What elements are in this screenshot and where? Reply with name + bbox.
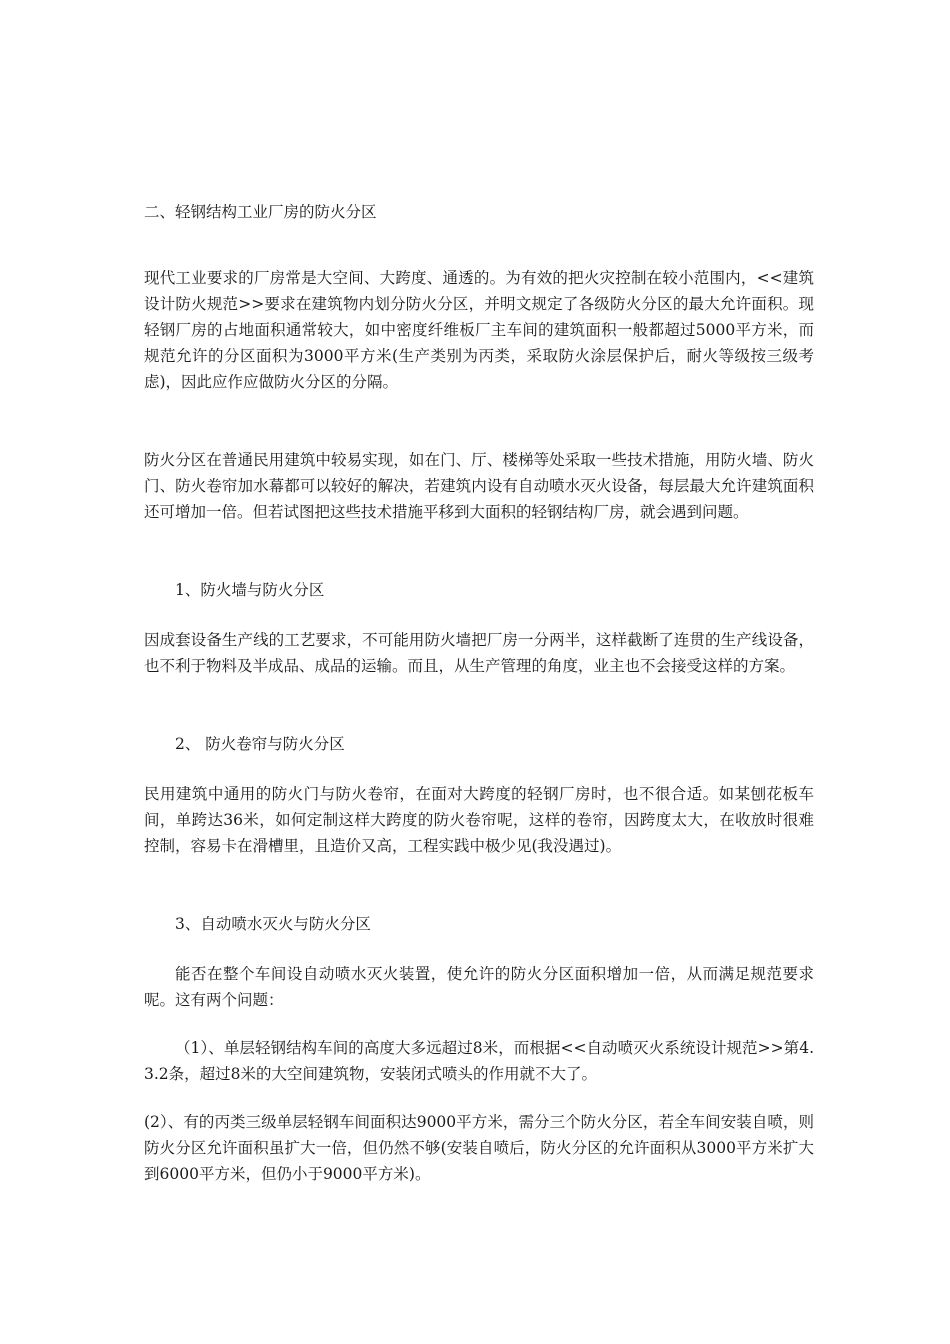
- subheading-firewall: 1、防火墙与防火分区: [175, 581, 325, 599]
- subheading-sprinkler: 3、自动喷水灭火与防火分区: [175, 915, 371, 933]
- paragraph-firewall: 因成套设备生产线的工艺要求，不可能用防火墙把厂房一分两半，这样截断了连贯的生产线设备，也不利于物料及半成品、成品的运输。而且，从生产管理的角度，业主也不会接受这样的方案。: [144, 631, 814, 675]
- paragraph-problem-2: (2）、有的丙类三级单层轻钢车间面积达9000平方米，需分三个防火分区，若全车间安装自喷，则防火分区允许面积虽扩大一倍，但仍然不够(安装自喷后，防火分区的允许面积从3000平方米扩大到6000平方米，但仍小于9000平方米)。: [144, 1113, 814, 1183]
- paragraph-fire-shutter: 民用建筑中通用的防火门与防火卷帘，在面对大跨度的轻钢厂房时，也不很合适。如某刨花板车间，单跨达36米，如何定制这样大跨度的防火卷帘呢，这样的卷帘，因跨度太大，在收放时很难控制，容易卡在滑槽里，且造价又高，工程实践中极少见(我没遇过)。: [144, 785, 814, 855]
- subheading-fire-shutter: 2、 防火卷帘与防火分区: [175, 735, 345, 753]
- paragraph-intro: 现代工业要求的厂房常是大空间、大跨度、通透的。为有效的把火灾控制在较小范围内，<<建筑设计防火规范>>要求在建筑物内划分防火分区，并明文规定了各级防火分区的最大允许面积。现轻钢厂房的占地面积通常较大，如中密度纤维板厂主车间的建筑面积一般都超过5000平方米，而规范允许的分区面积为3000平方米(生产类别为丙类，采取防火涂层保护后，耐火等级按三级考虑)，因此应作应做防火分区的分隔。: [144, 269, 814, 391]
- paragraph-problem-1: （1）、单层轻钢结构车间的高度大多远超过8米，而根据<<自动喷灭火系统设计规范>>第4.3.2条，超过8米的大空间建筑物，安装闭式喷头的作用就不大了。: [144, 1039, 814, 1083]
- section-heading: 二、轻钢结构工业厂房的防火分区: [144, 203, 377, 221]
- paragraph-civil-buildings: 防火分区在普通民用建筑中较易实现，如在门、厅、楼梯等处采取一些技术措施，用防火墙、防火门、防火卷帘加水幕都可以较好的解决，若建筑内设有自动喷水灭火设备，每层最大允许建筑面积还可增加一倍。但若试图把这些技术措施平移到大面积的轻钢结构厂房，就会遇到问题。: [144, 451, 814, 521]
- document-body: [144, 199, 814, 1187]
- paragraph-sprinkler-question: 能否在整个车间设自动喷水灭火装置，使允许的防火分区面积增加一倍，从而满足规范要求呢。这有两个问题：: [144, 965, 814, 1009]
